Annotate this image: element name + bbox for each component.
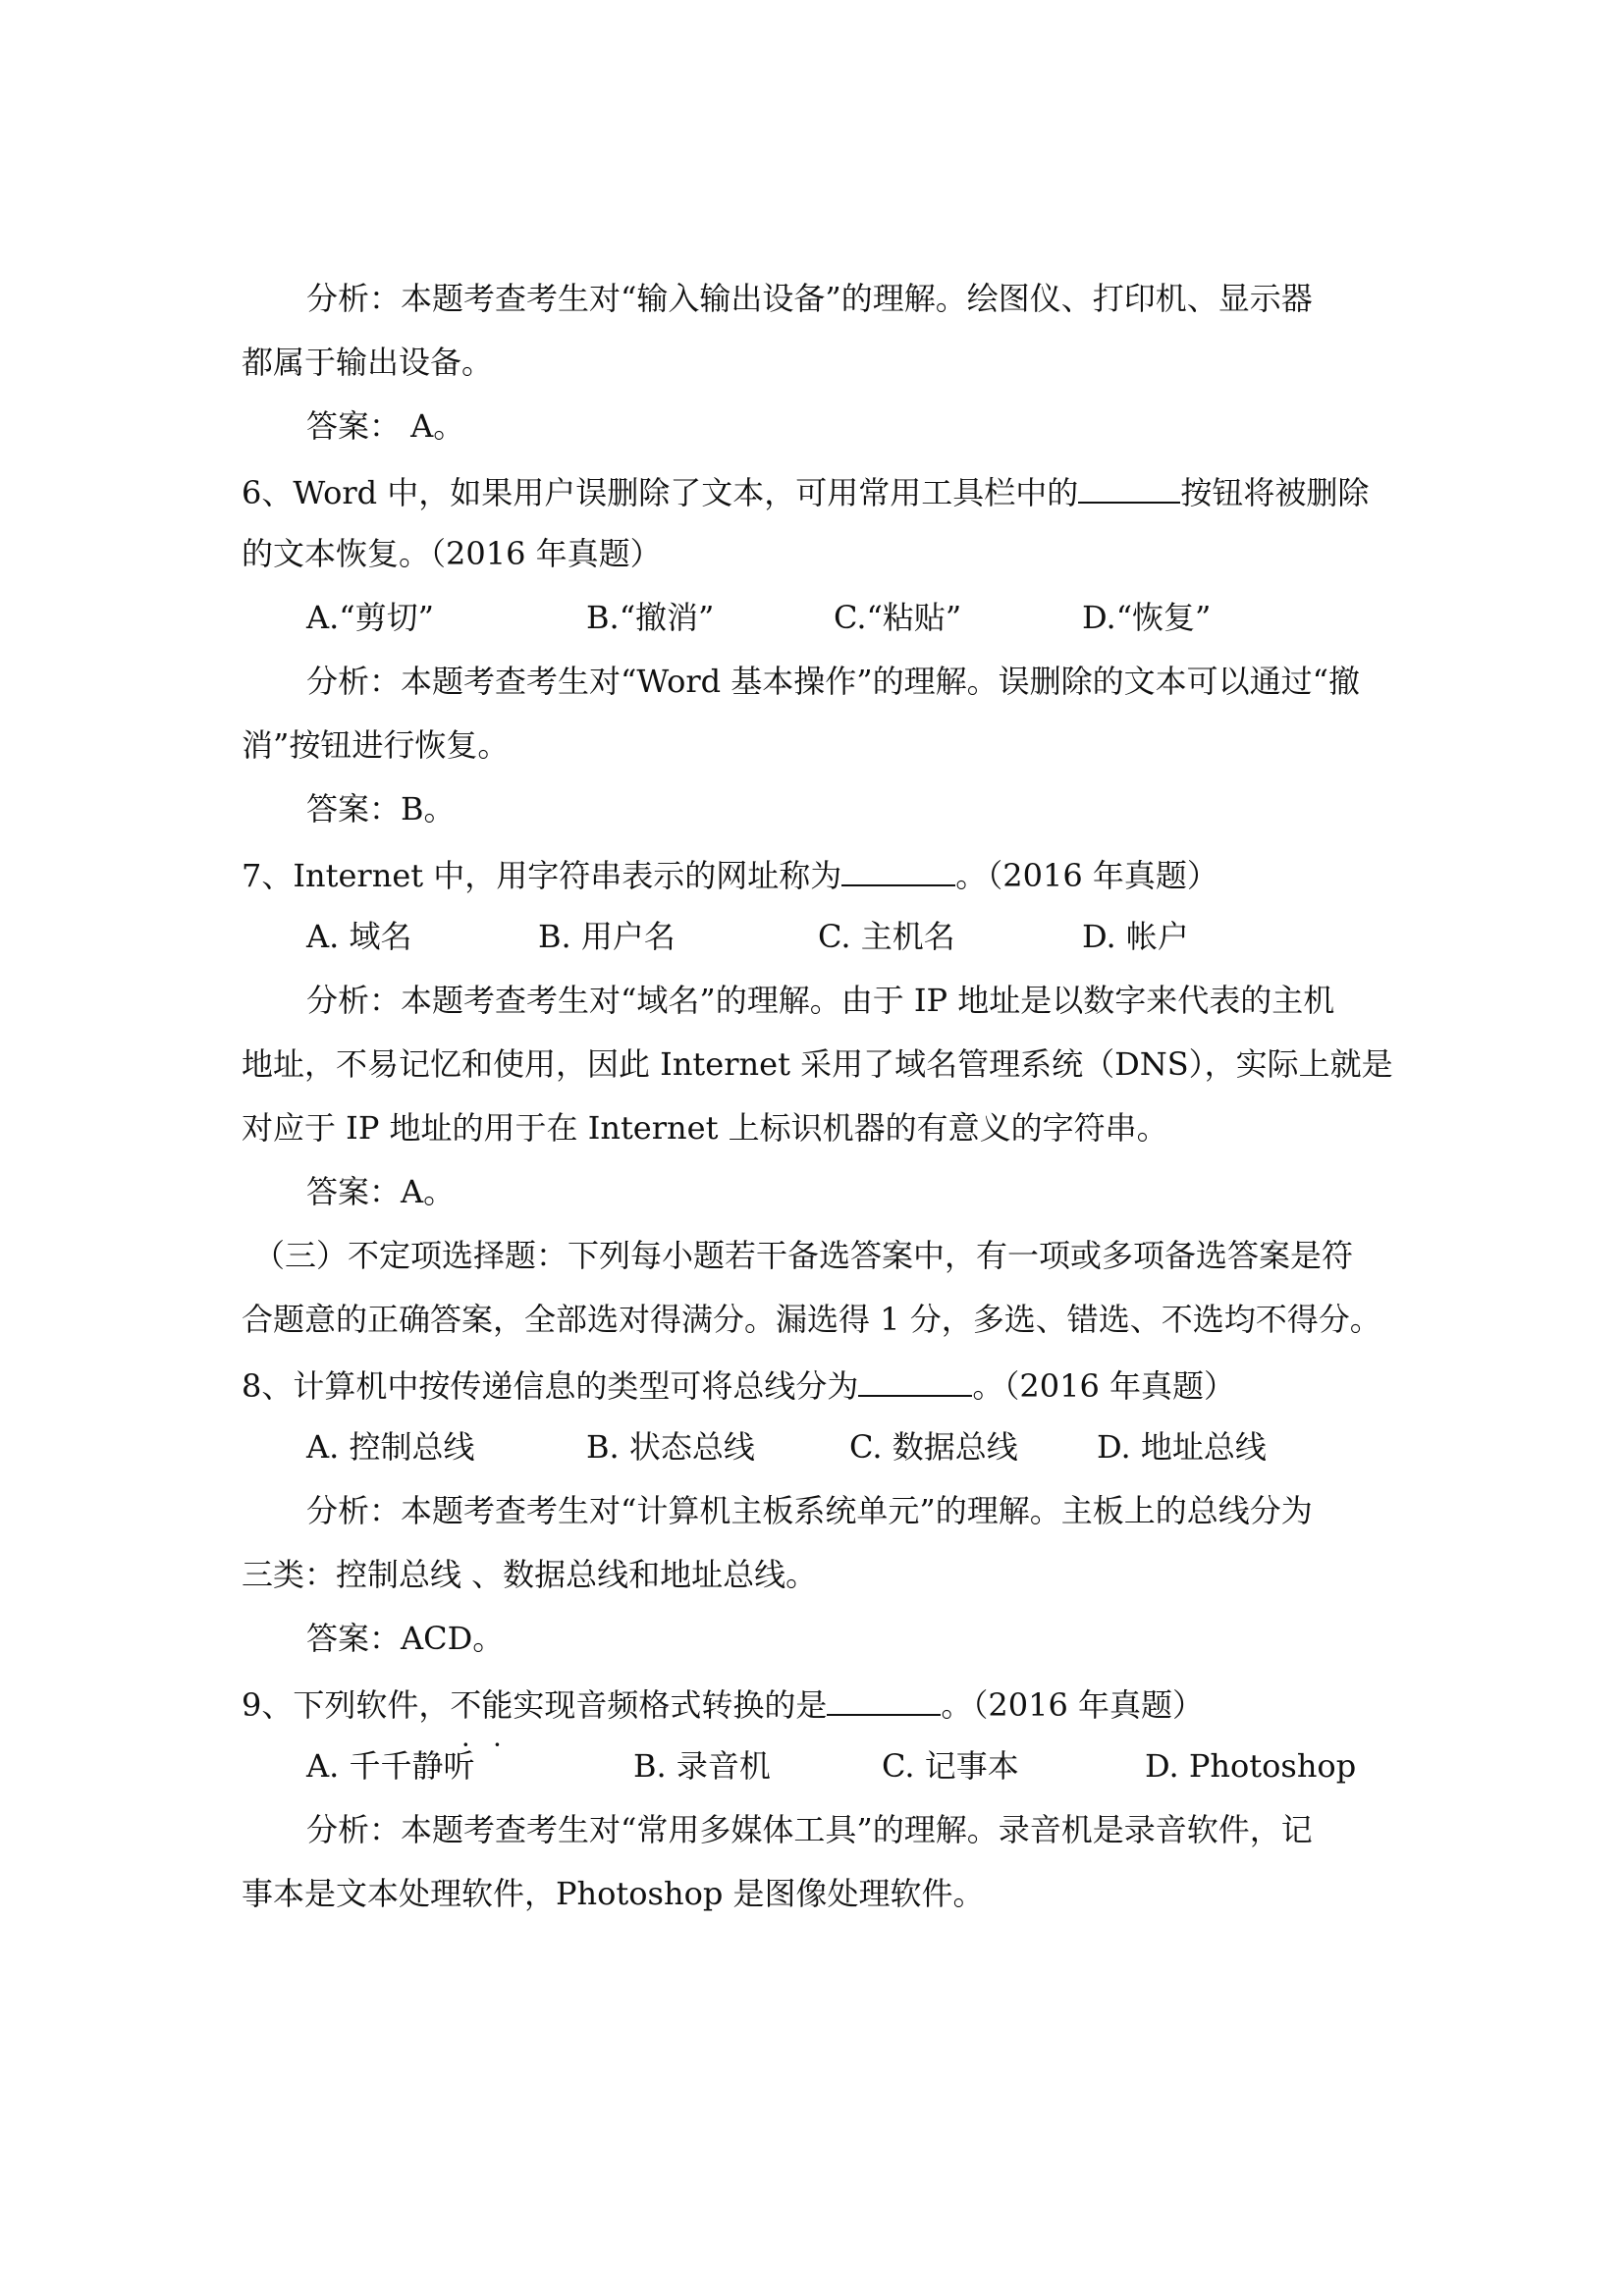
- section-3-heading-line-2: 合题意的正确答案，全部选对得满分。漏选得 1 分，多选、错选、不选均不得分。: [242, 1301, 1381, 1338]
- q7-analysis-line-1: 分析：本题考查考生对“域名”的理解。由于 IP 地址是以数字来代表的主机: [306, 982, 1335, 1019]
- q6-stem-line-2: 的文本恢复。（2016 年真题）: [242, 535, 662, 572]
- q9-option-b: B. 录音机: [633, 1747, 771, 1785]
- q8-option-d: D. 地址总线: [1097, 1428, 1267, 1466]
- q8-stem: [242, 1352, 1400, 1415]
- q9-stem-tail: 。（2016 年真题）: [941, 1686, 1205, 1724]
- q9-option-a: A. 千千静听: [306, 1747, 475, 1785]
- q6-analysis-line-2: 消”按钮进行恢复。: [242, 726, 510, 764]
- q8-stem-tail: 。（2016 年真题）: [972, 1367, 1235, 1405]
- q7-analysis-line-3: 对应于 IP 地址的用于在 Internet 上标识机器的有意义的字符串。: [242, 1109, 1168, 1147]
- q6-stem-line-1: [242, 458, 1400, 522]
- q8-option-b: B. 状态总线: [586, 1428, 755, 1466]
- q8-answer-blank: [858, 1352, 972, 1397]
- q6-analysis-line-1: 分析：本题考查考生对“Word 基本操作”的理解。误删除的文本可以通过“撤: [306, 663, 1361, 700]
- section-3-heading-line-1: （三）不定项选择题：下列每小题若干备选答案中，有一项或多项备选答案是符: [253, 1237, 1354, 1274]
- q7-option-a: A. 域名: [306, 918, 412, 955]
- q7-stem: [242, 841, 1400, 905]
- q7-stem-text: 7、Internet 中，用字符串表示的网址称为: [242, 857, 842, 894]
- q8-option-a: A. 控制总线: [306, 1428, 475, 1466]
- q8-analysis-line-2: 三类：控制总线 、数据总线和地址总线。: [242, 1556, 818, 1593]
- q9-stem-prefix: 9、下列软件，: [242, 1686, 451, 1724]
- q8-analysis-line-1: 分析：本题考查考生对“计算机主板系统单元”的理解。主板上的总线分为: [306, 1492, 1313, 1529]
- q8-options: [242, 1415, 1400, 1479]
- q8-option-c: C. 数据总线: [849, 1428, 1018, 1466]
- q9-option-c: C. 记事本: [882, 1747, 1019, 1785]
- q7-stem-tail: 。（2016 年真题）: [955, 857, 1218, 894]
- q7-option-c: C. 主机名: [818, 918, 955, 955]
- q6-options: [242, 586, 1400, 650]
- q5-answer: 答案： A。: [306, 407, 465, 445]
- q7-analysis-line-2: 地址，不易记忆和使用，因此 Internet 采用了域名管理系统（DNS），实际上就是: [242, 1045, 1393, 1083]
- q6-option-a: A.“剪切”: [306, 599, 435, 636]
- q9-stem: [242, 1671, 1400, 1735]
- q6-answer-blank: [1078, 458, 1180, 504]
- q9-options: [242, 1735, 1400, 1798]
- q6-option-d: D.“恢复”: [1082, 599, 1212, 636]
- document-body: [242, 267, 1400, 1926]
- q5-analysis-line-2: 都属于输出设备。: [242, 344, 494, 381]
- q7-options: [242, 905, 1400, 969]
- q7-answer: 答案：A。: [306, 1173, 456, 1210]
- q7-answer-blank: [841, 841, 955, 886]
- q6-option-c: C.“粘贴”: [834, 599, 962, 636]
- q8-answer: 答案：ACD。: [306, 1620, 505, 1657]
- q9-emphasis-bu: 不: [450, 1686, 482, 1724]
- q6-stem-tail: 按钮将被删除: [1180, 474, 1370, 511]
- q9-answer-blank: [827, 1671, 941, 1716]
- q9-analysis-line-1: 分析：本题考查考生对“常用多媒体工具”的理解。录音机是录音软件，记: [306, 1811, 1313, 1848]
- q7-option-d: D. 帐户: [1082, 918, 1189, 955]
- q9-option-d: D. Photoshop: [1145, 1747, 1357, 1785]
- q9-emphasis-neng: 能: [481, 1686, 514, 1724]
- q6-answer: 答案：B。: [306, 790, 456, 828]
- q7-option-b: B. 用户名: [538, 918, 676, 955]
- q6-stem-text: 6、Word 中，如果用户误删除了文本，可用常用工具栏中的: [242, 474, 1079, 511]
- q9-stem-text: 实现音频格式转换的是: [513, 1686, 828, 1724]
- q8-stem-text: 8、计算机中按传递信息的类型可将总线分为: [242, 1367, 859, 1405]
- q5-analysis-line-1: 分析：本题考查考生对“输入输出设备”的理解。绘图仪、打印机、显示器: [306, 280, 1313, 317]
- q9-analysis-line-2: 事本是文本处理软件，Photoshop 是图像处理软件。: [242, 1875, 985, 1912]
- q6-option-b: B.“撤消”: [586, 599, 715, 636]
